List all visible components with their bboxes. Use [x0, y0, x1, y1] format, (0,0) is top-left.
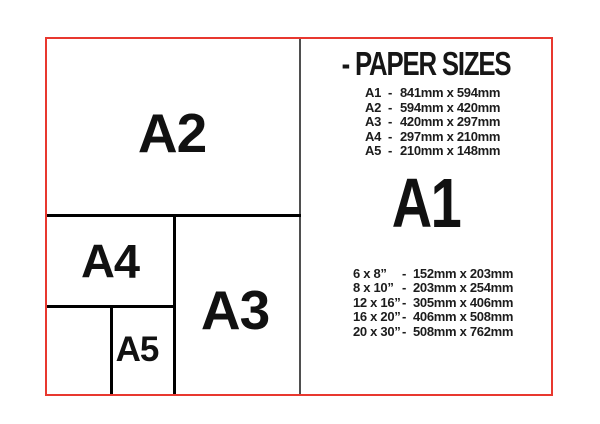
red-border-frame	[45, 37, 553, 396]
separator: -	[388, 143, 393, 158]
size-value: 297mm x 210mm	[400, 128, 501, 144]
size-name: 20 x 30”	[353, 323, 401, 339]
separator: -	[388, 114, 393, 129]
size-value: 210mm x 148mm	[400, 143, 501, 158]
list-item	[353, 296, 513, 310]
a-series-size-list	[365, 86, 500, 159]
size-value: 152mm x 203mm	[413, 266, 514, 281]
size-value: 420mm x 297mm	[400, 114, 501, 129]
list-item	[353, 325, 513, 339]
a3-size-label: A3	[200, 279, 270, 341]
size-name: A4	[365, 128, 382, 144]
size-name: A3	[365, 114, 382, 129]
list-item	[365, 101, 500, 116]
panel-title: - PAPER SIZES	[341, 45, 511, 82]
size-name: 8 x 10”	[353, 280, 394, 296]
list-item	[365, 144, 500, 159]
size-value: 305mm x 406mm	[413, 294, 514, 310]
size-name: 16 x 20”	[353, 309, 401, 325]
separator: -	[388, 99, 393, 115]
size-name: 12 x 16”	[353, 294, 401, 310]
list-item	[365, 130, 500, 145]
list-item	[365, 115, 500, 130]
a5-size-label: A5	[115, 330, 159, 369]
separator: -	[402, 309, 407, 325]
a3-left-border	[173, 214, 176, 394]
list-item	[353, 310, 513, 324]
size-value: 594mm x 420mm	[400, 99, 501, 115]
size-name: A1	[365, 85, 382, 100]
separator: -	[402, 323, 407, 339]
size-value: 203mm x 254mm	[413, 280, 514, 296]
list-item	[353, 267, 513, 281]
separator: -	[402, 280, 407, 296]
list-item	[353, 281, 513, 295]
size-value: 508mm x 762mm	[413, 323, 514, 339]
size-name: A5	[365, 143, 382, 158]
size-value: 841mm x 594mm	[400, 85, 501, 100]
size-value: 406mm x 508mm	[413, 309, 514, 325]
a2-size-label: A2	[137, 102, 207, 164]
a5-left-border	[110, 305, 113, 394]
inch-series-size-list	[353, 267, 513, 339]
separator: -	[402, 294, 407, 310]
size-name: 6 x 8”	[353, 266, 387, 281]
info-panel	[301, 39, 551, 394]
separator: -	[388, 85, 393, 100]
featured-size-label: A1	[391, 164, 461, 242]
size-name: A2	[365, 99, 382, 115]
separator: -	[388, 128, 393, 144]
list-item	[365, 86, 500, 101]
a4-size-label: A4	[80, 234, 140, 288]
separator: -	[402, 266, 407, 281]
